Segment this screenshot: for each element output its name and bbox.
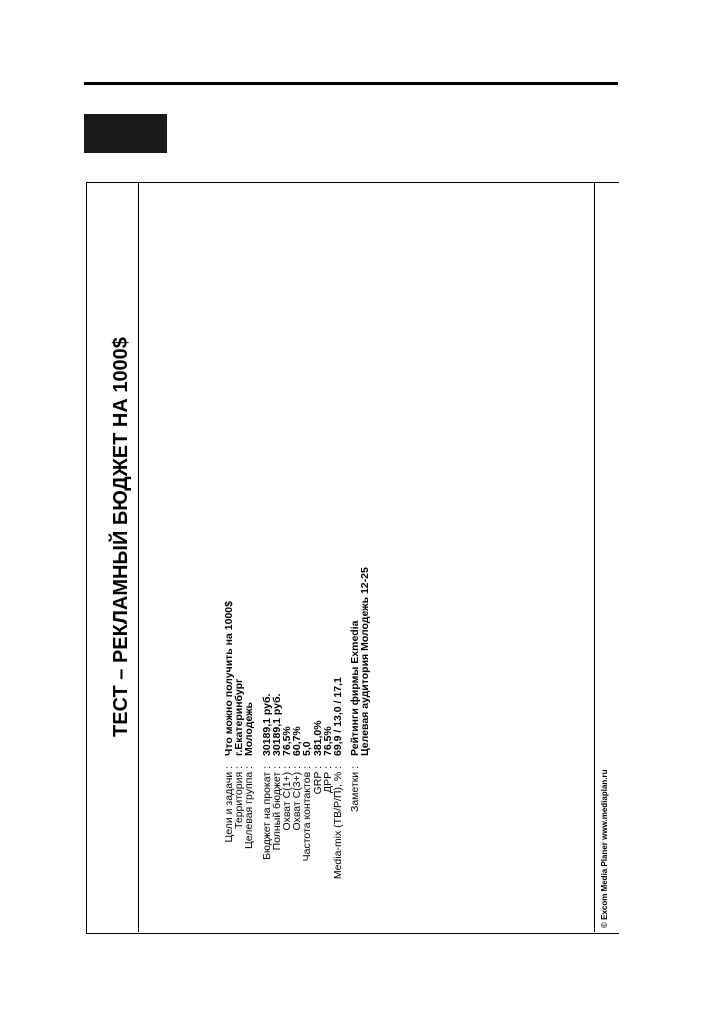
page-title: ТЕСТ – РЕКЛАМНЫЙ БЮДЖЕТ НА 1000$ bbox=[110, 337, 132, 737]
drr-label: ДРР : bbox=[321, 766, 334, 793]
notes-label: Заметки : bbox=[349, 766, 362, 812]
full-budget-label: Полный бюджет : bbox=[270, 766, 283, 851]
section-tab-block bbox=[84, 114, 167, 153]
value-column bbox=[224, 567, 370, 756]
rental-budget-label: Бюджет на прокат : bbox=[260, 766, 273, 860]
full-budget-value: 30189,1 руб. bbox=[270, 693, 283, 756]
reach-3-label: Охват C(3+) : bbox=[291, 766, 304, 831]
reach-1-label: Охват C(1+) : bbox=[280, 766, 293, 831]
reach-1-value: 76,5% bbox=[280, 726, 293, 756]
footer-copyright: © Excom Media Planer www.mediaplan.ru bbox=[600, 769, 609, 928]
notes-line-2: Целевая аудитория Молодежь 12-25 bbox=[359, 567, 372, 756]
territory-label: Территория : bbox=[233, 766, 246, 829]
frequency-value: 5,0 bbox=[301, 741, 314, 756]
grp-label: GRP : bbox=[311, 766, 324, 795]
goal-label: Цели и задачи : bbox=[223, 766, 235, 843]
frequency-label: Частота контактов : bbox=[301, 766, 314, 862]
label-column bbox=[224, 766, 360, 928]
notes-line-1: Рейтинги фирмы Exmedia bbox=[349, 620, 362, 756]
grp-value: 381,0% bbox=[311, 720, 324, 756]
drr-value: 76,5% bbox=[321, 726, 334, 756]
territory-value: г.Екатеринбург bbox=[233, 678, 246, 756]
rental-budget-value: 30189,1 руб. bbox=[260, 693, 273, 756]
reach-3-value: 60,7% bbox=[291, 726, 304, 756]
top-rule bbox=[84, 82, 618, 85]
target-group-value: Молодежь bbox=[243, 702, 256, 756]
goal-value: Что можно получить на 1000$ bbox=[223, 601, 235, 756]
target-group-label: Целевая группа : bbox=[243, 766, 256, 849]
media-mix-label: Media-mix (ТВ/Р/П), % : bbox=[331, 766, 344, 880]
media-mix-value: 69,9 / 13,0 / 17,1 bbox=[331, 677, 344, 756]
rotated-page bbox=[86, 182, 618, 932]
